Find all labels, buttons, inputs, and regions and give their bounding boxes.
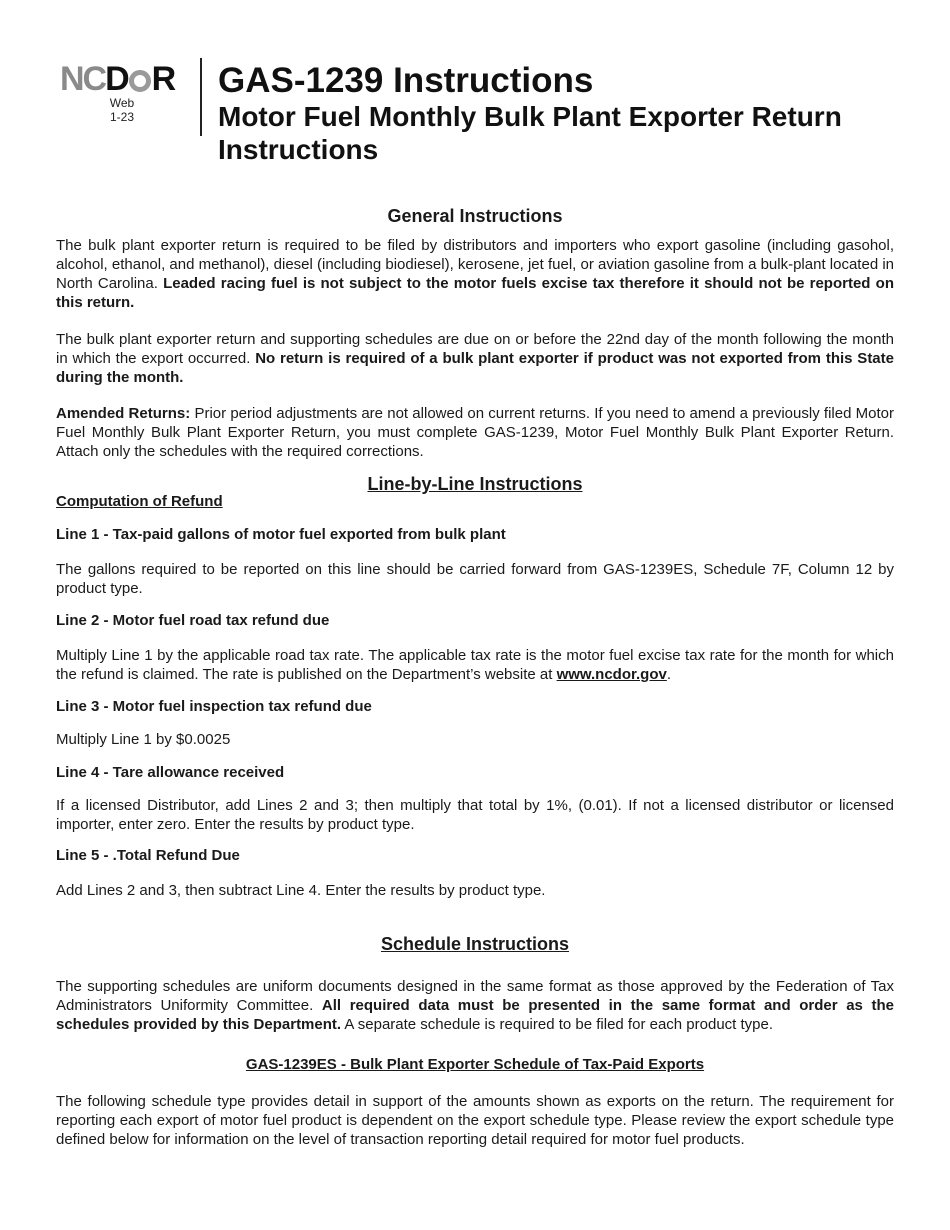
line-5-text: Add Lines 2 and 3, then subtract Line 4. Enter the results by product type.	[56, 882, 546, 899]
document-header	[60, 62, 900, 172]
logo-web-label: Web	[109, 96, 135, 110]
general-instructions-heading: General Instructions	[387, 206, 563, 226]
schedule-paragraph-2: The following schedule type provides detail in support of the amounts shown as exports on the return. The requirement for reporting each export of motor fuel product is dependent on the export schedule type. Please review the export schedule type defined below for information on the level of transaction reporting detail required for motor fuel products.	[56, 1093, 894, 1148]
schedule-instructions-heading: Schedule Instructions	[380, 934, 570, 954]
line-1-heading: Line 1 - Tax-paid gallons of motor fuel exported from bulk plant	[56, 526, 506, 543]
page-title: GAS-1239 Instructions	[218, 61, 594, 100]
line-3-text: Multiply Line 1 by $0.0025	[56, 731, 231, 748]
logo-caption	[104, 96, 140, 124]
header-titles	[218, 62, 918, 166]
line-4-heading: Line 4 - Tare allowance received	[56, 764, 285, 781]
page-subtitle: Motor Fuel Monthly Bulk Plant Exporter Return Instructions	[218, 101, 842, 165]
line-5-heading: Line 5 - .Total Refund Due	[56, 847, 240, 864]
logo-version-label: 1-23	[109, 110, 135, 124]
ncdor-logo	[60, 60, 188, 124]
ncdor-logo-mark: NCD R	[60, 60, 175, 98]
gas-1239es-heading: GAS-1239ES - Bulk Plant Exporter Schedule of Tax-Paid Exports	[245, 1056, 705, 1073]
line-4-text: If a licensed Distributor, add Lines 2 and 3; then multiply that total by 1%, (0.01). If not a licensed distributor or licensed importer, enter zero. Enter the results by product type.	[56, 797, 894, 833]
line-2-text: Multiply Line 1 by the applicable road tax rate. The applicable tax rate is the motor fuel excise tax rate for the month for which the refund is claimed. The rate is published on the Department’s website at www.ncdor.gov.	[56, 647, 894, 683]
amended-returns-paragraph: Amended Returns: Prior period adjustments are not allowed on current returns. If you need to amend a previously filed Motor Fuel Monthly Bulk Plant Exporter Return, you must complete GAS-1239, Motor Fuel Monthly Bulk Plant Exporter Return. Attach only the schedules with the required corrections.	[56, 405, 894, 460]
header-divider	[200, 58, 202, 136]
general-paragraph-2: The bulk plant exporter return and supporting schedules are due on or before the 22nd day of the month following the month in which the export occurred. No return is required of a bulk plant exporter if product was not exported from this State during the month.	[56, 331, 894, 386]
schedule-paragraph-1: The supporting schedules are uniform documents designed in the same format as those approved by the Federation of Tax Administrators Uniformity Committee. All required data must be presented in the same format and order as the schedules provided by this Department. A separate schedule is required to be filed for each product type.	[56, 978, 894, 1033]
line-1-text: The gallons required to be reported on this line should be carried forward from GAS-1239ES, Schedule 7F, Column 12 by product type.	[56, 561, 894, 597]
logo-circle-icon	[129, 70, 151, 92]
general-paragraph-1: The bulk plant exporter return is required to be filed by distributors and importers who export gasoline (including gasohol, alcohol, ethanol, and methanol), diesel (including biodiesel), kerosene, jet fuel, or aviation gasoline from a bulk-plant located in North Carolina. Leaded racing fuel is not subject to the motor fuels excise tax therefore it should not be reported on this return.	[56, 237, 895, 311]
line-3-heading: Line 3 - Motor fuel inspection tax refund due	[56, 698, 372, 715]
amended-returns-label: Amended Returns:	[56, 405, 191, 422]
ncdor-website-link[interactable]: www.ncdor.gov	[556, 666, 667, 683]
line-by-line-heading: Line-by-Line Instructions	[367, 474, 583, 494]
line-2-heading: Line 2 - Motor fuel road tax refund due	[56, 612, 330, 629]
computation-of-refund-heading: Computation of Refund	[56, 493, 223, 510]
